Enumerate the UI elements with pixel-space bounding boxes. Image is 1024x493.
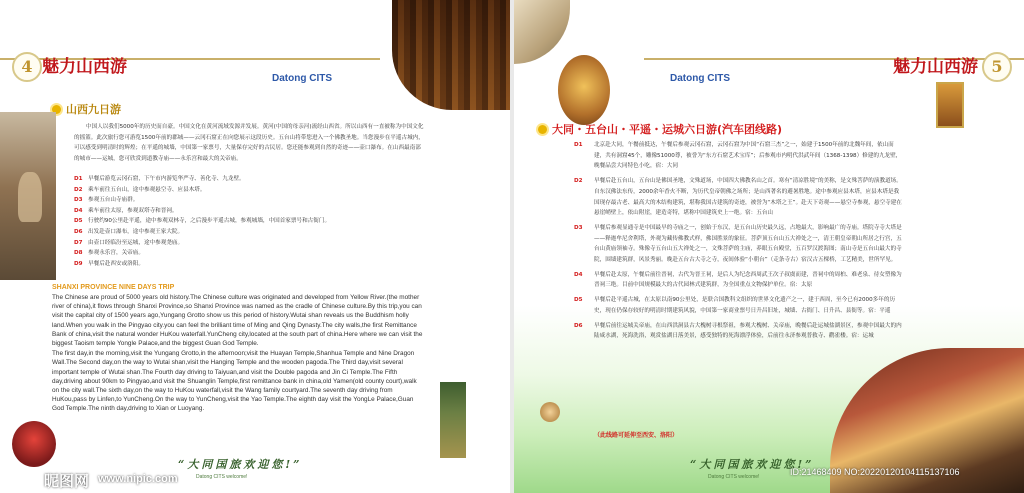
day-label: D1 <box>74 176 83 182</box>
welcome-slogan-en: Datong CITS welcome! <box>708 474 760 480</box>
page-number: 5 <box>982 52 1012 82</box>
watermark-logo: 昵图网 <box>44 472 90 490</box>
itinerary-item <box>74 216 424 227</box>
pagoda-photo <box>440 382 466 458</box>
itinerary-item <box>574 176 904 219</box>
day-text: 北京赴大同，午餐前抵达，午餐后参观云冈石窟，云冈石窟为中国“石窟三杰”之一，始建于1500年前的北魏年间，依山而建，共有洞窟45个，雕像51000尊，被誉为“东方石窟艺术宝库”；后参观市内明代洪武年间（1368-1398）修建的九龙壁，晚餐品尝大同特色小吃，宿：大同 <box>594 142 902 170</box>
day-label: D6 <box>74 228 83 235</box>
day-text: 出发赴壶口瀑布，途中参观王家大院。 <box>88 228 184 235</box>
english-title: SHANXI PROVINCE NINE DAYS TRIP <box>52 284 175 291</box>
day-text: 早餐后游览云冈石窟，下午市内游览华严寺、善化寺、九龙壁。 <box>88 176 245 182</box>
itinerary-item <box>574 321 904 342</box>
itinerary-item <box>574 270 904 291</box>
day-label: D6 <box>574 322 583 329</box>
brand-title: 魅力山西游 <box>893 57 978 77</box>
brand-title: 魅力山西游 <box>42 57 127 77</box>
left-page <box>0 0 510 493</box>
watermark-url: www.nipic.com <box>98 473 178 485</box>
itinerary-item <box>74 195 424 206</box>
itinerary-list <box>574 140 904 346</box>
english-paragraph: The Chinese are proud of 5000 years old history.The Chinese culture was originated and developed from Yellow River.(the mother river of china),it flows through Shanxi Province,so Shanxi Province was named as the cradle of Chinese culture.By this trip,you can visit the capital city of 1500 years ago,Yungang Grotto show us this period of history.Wutai shan reveals us the Buddhism holly land.When you walk in the Pingyao city.you can feel the brilliant time of Ming and Qing Dynasty.The city walls,the first Remittance Bank of china,visit the natural wonder HuKou waterfall.YunCheng city,located at the south part of china.Here where we can visit the biggest Taoism temple Yongle Palace,and the biggest Guan God Temple. <box>52 294 423 348</box>
day-label: D5 <box>74 218 83 225</box>
day-text: 早餐后参观显通寺是中国最早的寺庙之一，创始于东汉，是五台山历史最久远，占地最大，影响最广的寺庙。塔院寺寺大塔是——释迦牟尼舍利塔，外观为藏传佛教式样，佛国胜景的象征。菩萨顶五台山五大禅处之一，清王朝皇帝朝山所居之行宫，五台山黄庙领袖寺。殊像寺五台山五大禅处之一，文殊菩萨的主庙，养眼五台殿堂，五百罗汉渡海图；南山寺是五台山最大的寺院，围墙建筑群，风景秀丽。晚赴五台古大寺之寺，夜间体验“小朝台”（走条寺古）宿汉古五棵桥，工艺精美，世所罕见。 <box>594 224 902 264</box>
intro-paragraph: 中国人以我们5000年的历史而自豪。中国文化在黄河流域发源并发展。黄河(中国的母亲河)流经山西省。所以山西有一直被称为中国文化的摇篮。此次旅行您可游览1500年前的郡城——云冈石窟正在向您展示这段历史。五台山将带您进入一个佛教圣地。当您漫步在平遥古城内，可以感受到明清时的辉煌；在平遥的城墙，中国第一家票号，大量保存完好的古民居。您还能参观到自然的奇迹——壶口瀑布。在山西最南部的城市——运城，您可欣赏到道教寺庙——永乐宫和最大的关帝庙。 <box>74 124 424 162</box>
day-label: D8 <box>74 250 83 257</box>
itinerary-item <box>74 174 424 185</box>
day-text: 早餐后赴太原，午餐后前往晋祠，古代为晋王祠，是后人为纪念西周武王次子叔虞而建，晋祠中的周柏、难老泉、待女塑像为晋祠三绝。目前中国规模最大的古代园林式建筑群，为全国重点文物保护单位。宿：太原 <box>594 271 902 289</box>
english-body <box>52 293 424 415</box>
day-label: D4 <box>574 271 583 278</box>
day-text: 行驶约90公里赴平遥，途中参观双林寺，之后漫步平遥古城，参观城墙，中国首家票号和古衙门。 <box>88 218 331 225</box>
buddha-statues-photo <box>392 0 510 110</box>
itinerary-item <box>74 227 424 238</box>
itinerary-item <box>74 248 424 259</box>
day-text: 参观五台山寺庙群。 <box>88 197 139 204</box>
day-label: D4 <box>74 207 83 214</box>
section-title: 大同・五台山・平遥・运城六日游(汽车团线路) <box>552 123 783 136</box>
golden-buddha-photo <box>558 55 610 125</box>
day-label: D5 <box>574 297 583 304</box>
welcome-slogan-en: Datong CITS welcome! <box>196 474 248 480</box>
itinerary-item <box>74 206 424 217</box>
day-text: 乘车前往五台山，途中参观悬空寺、应县木塔。 <box>88 186 206 193</box>
welcome-slogan: “大同国旅欢迎您!” <box>690 458 815 471</box>
itinerary-list <box>74 174 424 269</box>
day-label: D3 <box>574 224 583 231</box>
day-text: 参观永乐宫，关帝庙。 <box>88 250 144 257</box>
itinerary-item <box>74 259 424 270</box>
day-text: 早餐后赴西安或洛阳。 <box>88 260 144 267</box>
framed-statue-photo <box>936 82 964 128</box>
section-title: 山西九日游 <box>66 103 121 116</box>
statues-photo <box>0 112 56 280</box>
small-round-photo <box>540 402 560 422</box>
day-label: D9 <box>74 260 83 267</box>
day-text: 乘车前往太原，参观双塔寺和晋祠。 <box>88 207 178 214</box>
itinerary-item <box>574 140 904 172</box>
day-label: D7 <box>74 239 83 246</box>
section-heading <box>52 101 121 117</box>
english-paragraph: The first day,in the morning,visit the Yungang Grotto,in the afternoon;visit the Huayan Temple,Shanhua Temple and Nine Dragon Wall.The Second day,on the way to Wutai shan,visit the Hanging Temple and the wooden pagoda.The Third day,visit several important temple of Wutai shan.The Fourth day driving to Taiyuan,and visit the Double pagoda and Jin Ci Temple.The Fifth day,driving about 90km to Pingyao,and visit the Shuanglin Temple,first remittance bank in china,old Yamen(old county court),walk on the city wall.The sixth day,on the way to HuKou waterfall,visit the Wang family courtyard.The seventh day driving from HuKou,pass by Linfen,to YunCheng.On the way to YunCheng,visit the Yao Temple.The eighth day visit the YongLe Palace,Guan God Temple.The ninth day,driving to Xian or Luoyang. <box>52 350 417 413</box>
welcome-slogan: “大同国旅欢迎您!” <box>178 458 303 471</box>
cits-label: Datong CITS <box>272 73 332 84</box>
bullet-icon <box>538 125 547 134</box>
day-text: 由壶口经临汾至运城，途中参观尧庙。 <box>88 239 184 246</box>
right-page <box>514 0 1024 493</box>
day-label: D1 <box>574 142 583 148</box>
page-number: 4 <box>12 52 42 82</box>
itinerary-item <box>574 223 904 266</box>
mural-photo <box>514 0 570 64</box>
cits-label: Datong CITS <box>670 73 730 84</box>
day-label: D2 <box>74 186 83 193</box>
day-label: D2 <box>574 178 583 185</box>
itinerary-item <box>74 238 424 249</box>
section-heading <box>538 121 782 137</box>
opera-performer-photo <box>12 421 56 467</box>
day-text: 早餐后赴五台山，五台山是佛国圣地，文殊道场，中国四大佛教名山之首。寒有“清凉胜境”的美称，是文殊菩萨的演教道场。自东汉佛法东传，2000余年香火不断，为历代皇帝朝佛之场所；是山西著名的避暑胜地。途中参观应县木塔，应县木塔是我国现存最古老、最高大的木结构建筑，堪称我国古建筑的奇迹，被誉为“木塔之王”。赴天下奇观——悬空寺参观，悬空寺建在悬崖峭壁上，依山附崖，建造奇特，堪称中国建筑史上一绝。宿：五台山 <box>594 178 902 217</box>
day-label: D3 <box>74 197 83 204</box>
route-note: （此线路可延伸至西安、洛阳） <box>594 432 679 439</box>
itinerary-item <box>74 185 424 196</box>
watermark-id: ID:21468409 NO:20220120104115137106 <box>790 467 960 477</box>
day-text: 早餐后前往运城关帝庙，在山西洪洞县古大槐树寻根祭祖，参观大槐树、关帝庙，晚餐后赴运城盐湖景区，参观中国最大的内陆咸水湖，死海洗浴，观赏盐湖日落美景，感受独特的死海漂浮体验，后前往永济参观普救寺、鹳雀楼。宿：运城 <box>594 322 902 340</box>
itinerary-item <box>574 295 904 316</box>
day-text: 早餐后赴平遥古城，在太原以南90公里处，是联合国教科文组织的世界文化遗产之一，建于西周，至今已有2000多年的历史，现在仍保存较好的明清时期建筑风貌，中国第一家商业票号日升昌旧址，城墙、古衙门、日升昌、县衙等。宿：平遥 <box>594 297 896 314</box>
